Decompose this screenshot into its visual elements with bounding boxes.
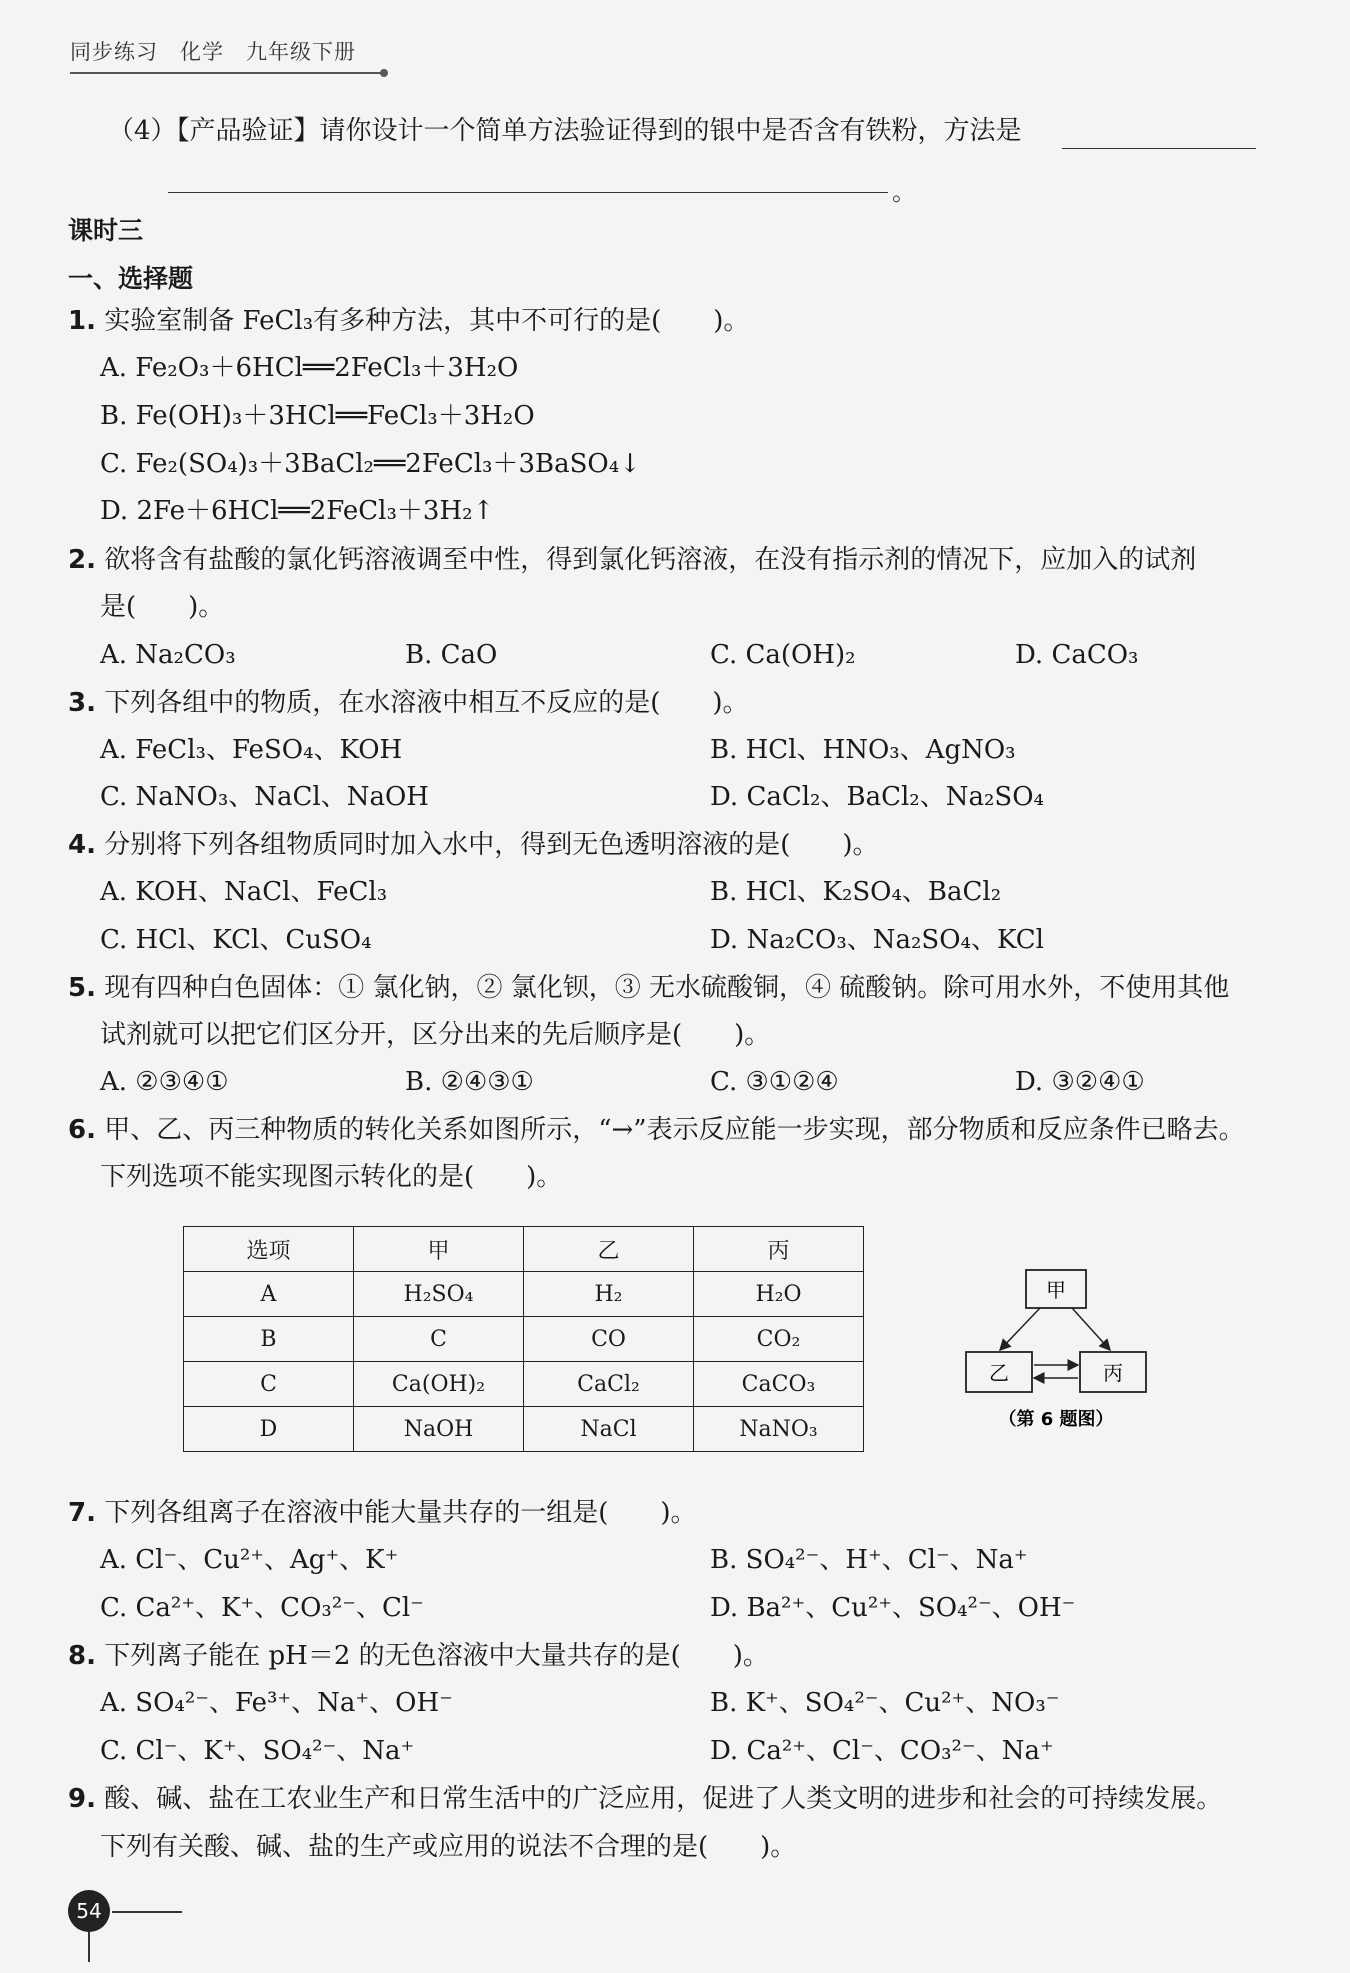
question-stem-cont: 下列有关酸、碱、盐的生产或应用的说法不合理的是( )。 — [100, 1832, 797, 1862]
node-label-bing: 丙 — [1103, 1361, 1123, 1385]
question-number: 8. — [68, 1641, 96, 1671]
table-cell: C — [354, 1317, 524, 1362]
option-b: B. HCl、HNO₃、AgNO₃ — [710, 735, 1016, 765]
option-c: C. Ca(OH)₂ — [710, 640, 856, 670]
question-stem: 现有四种白色固体：① 氯化钠，② 氯化钡，③ 无水硫酸铜，④ 硫酸钠。除可用水外，不使用其他 — [104, 973, 1230, 1003]
option-c: C. NaNO₃、NaCl、NaOH — [100, 782, 429, 812]
table-cell: CaCl₂ — [524, 1362, 694, 1407]
option-a: A. ②③④① — [100, 1067, 229, 1097]
option-b: B. ②④③① — [405, 1067, 534, 1097]
answer-blank[interactable] — [168, 192, 888, 193]
table-header-cell: 丙 — [694, 1227, 864, 1272]
table-row — [184, 1317, 864, 1362]
table-header-cell: 选项 — [184, 1227, 354, 1272]
table-cell: B — [184, 1317, 354, 1362]
question-number: 7. — [68, 1498, 96, 1528]
option-a: A. FeCl₃、FeSO₄、KOH — [100, 735, 403, 765]
running-header: 同步练习 化学 九年级下册 — [70, 40, 356, 64]
question-stem: 酸、碱、盐在工农业生产和日常生活中的广泛应用，促进了人类文明的进步和社会的可持续发展。 — [104, 1784, 1223, 1814]
option-c: C. Cl⁻、K⁺、SO₄²⁻、Na⁺ — [100, 1736, 415, 1766]
table-cell: CaCO₃ — [694, 1362, 864, 1407]
page-rule — [112, 1911, 182, 1913]
diagram-caption: （第 6 题图） — [998, 1409, 1114, 1430]
table-cell: CO₂ — [694, 1317, 864, 1362]
question-4 — [68, 832, 879, 858]
transformation-diagram — [960, 1265, 1160, 1445]
node-label-jia: 甲 — [1046, 1278, 1066, 1302]
question-number: 4. — [68, 830, 96, 860]
table-row — [184, 1407, 864, 1452]
option-a: A. SO₄²⁻、Fe³⁺、Na⁺、OH⁻ — [100, 1688, 453, 1718]
table-cell: CO — [524, 1317, 694, 1362]
answer-blank[interactable] — [1062, 148, 1256, 149]
table-cell: H₂O — [694, 1272, 864, 1317]
option-c: C. Fe₂(SO₄)₃＋3BaCl₂══2FeCl₃＋3BaSO₄↓ — [100, 449, 641, 479]
table-cell: NaOH — [354, 1407, 524, 1452]
table-cell: H₂ — [524, 1272, 694, 1317]
option-c: C. HCl、KCl、CuSO₄ — [100, 925, 372, 955]
question-stem: 实验室制备 FeCl₃有多种方法，其中不可行的是( )。 — [104, 306, 750, 336]
lesson-title: 课时三 — [68, 216, 144, 245]
question-number: 1. — [68, 306, 96, 336]
option-a: A. Fe₂O₃＋6HCl══2FeCl₃＋3H₂O — [100, 353, 519, 383]
option-b: B. SO₄²⁻、H⁺、Cl⁻、Na⁺ — [710, 1545, 1028, 1575]
question-8 — [68, 1643, 769, 1669]
option-b: B. HCl、K₂SO₄、BaCl₂ — [710, 877, 1002, 907]
question-9 — [68, 1786, 1222, 1812]
option-b: B. Fe(OH)₃＋3HCl══FeCl₃＋3H₂O — [100, 401, 535, 431]
option-d: D. CaCl₂、BaCl₂、Na₂SO₄ — [710, 782, 1044, 812]
table-cell: C — [184, 1362, 354, 1407]
table-row — [184, 1272, 864, 1317]
option-a: A. Na₂CO₃ — [100, 640, 236, 670]
question-stem-cont: 下列选项不能实现图示转化的是( )。 — [100, 1162, 563, 1192]
q6-options-table — [183, 1226, 864, 1452]
table-cell: Ca(OH)₂ — [354, 1362, 524, 1407]
option-d: D. Ba²⁺、Cu²⁺、SO₄²⁻、OH⁻ — [710, 1593, 1076, 1623]
table-row — [184, 1362, 864, 1407]
question-1 — [68, 308, 749, 334]
option-d: D. CaCO₃ — [1015, 640, 1139, 670]
option-d: D. Na₂CO₃、Na₂SO₄、KCl — [710, 925, 1044, 955]
header-rule-dot — [380, 69, 388, 77]
question-stem: 欲将含有盐酸的氯化钙溶液调至中性，得到氯化钙溶液，在没有指示剂的情况下，应加入的试剂 — [104, 545, 1197, 575]
question-3 — [68, 690, 749, 716]
option-c: C. Ca²⁺、K⁺、CO₃²⁻、Cl⁻ — [100, 1593, 424, 1623]
period-mark: 。 — [892, 178, 916, 206]
question-5 — [68, 975, 1229, 1001]
question-stem: 下列各组中的物质，在水溶液中相互不反应的是( )。 — [104, 688, 749, 718]
question-stem: 下列各组离子在溶液中能大量共存的一组是( )。 — [104, 1498, 697, 1528]
option-b: B. K⁺、SO₄²⁻、Cu²⁺、NO₃⁻ — [710, 1688, 1060, 1718]
question-2 — [68, 547, 1196, 573]
question-stem: 甲、乙、丙三种物质的转化关系如图所示，“→”表示反应能一步实现，部分物质和反应条件已略去。 — [104, 1115, 1245, 1145]
question-stem-cont: 试剂就可以把它们区分开，区分出来的先后顺序是( )。 — [100, 1020, 771, 1050]
option-d: D. 2Fe＋6HCl══2FeCl₃＋3H₂↑ — [100, 496, 495, 526]
q4-product-verification: （4）【产品验证】请你设计一个简单方法验证得到的银中是否含有铁粉，方法是 — [108, 116, 1022, 146]
table-cell: H₂SO₄ — [354, 1272, 524, 1317]
option-c: C. ③①②④ — [710, 1067, 839, 1097]
page-rule-stem — [88, 1932, 90, 1962]
arrow-jia-to-bing — [1072, 1308, 1110, 1350]
question-number: 6. — [68, 1115, 96, 1145]
table-cell: D — [184, 1407, 354, 1452]
table-cell: NaCl — [524, 1407, 694, 1452]
question-number: 2. — [68, 545, 96, 575]
header-rule — [70, 72, 382, 74]
question-number: 5. — [68, 973, 96, 1003]
option-d: D. Ca²⁺、Cl⁻、CO₃²⁻、Na⁺ — [710, 1736, 1054, 1766]
table-cell: NaNO₃ — [694, 1407, 864, 1452]
arrow-jia-to-yi — [1000, 1308, 1040, 1350]
option-b: B. CaO — [405, 640, 498, 670]
table-header-cell: 甲 — [354, 1227, 524, 1272]
page-number: 54 — [68, 1890, 110, 1932]
option-a: A. Cl⁻、Cu²⁺、Ag⁺、K⁺ — [100, 1545, 399, 1575]
node-label-yi: 乙 — [989, 1361, 1009, 1385]
option-a: A. KOH、NaCl、FeCl₃ — [100, 877, 388, 907]
question-6 — [68, 1117, 1245, 1143]
question-stem: 下列离子能在 pH＝2 的无色溶液中大量共存的是( )。 — [104, 1641, 769, 1671]
question-number: 9. — [68, 1784, 96, 1814]
table-header-cell: 乙 — [524, 1227, 694, 1272]
section-title: 一、选择题 — [68, 264, 194, 293]
question-stem: 分别将下列各组物质同时加入水中，得到无色透明溶液的是( )。 — [104, 830, 879, 860]
option-d: D. ③②④① — [1015, 1067, 1145, 1097]
table-header-row — [184, 1227, 864, 1272]
question-stem-cont: 是( )。 — [100, 592, 225, 622]
question-number: 3. — [68, 688, 96, 718]
question-7 — [68, 1500, 697, 1526]
table-cell: A — [184, 1272, 354, 1317]
